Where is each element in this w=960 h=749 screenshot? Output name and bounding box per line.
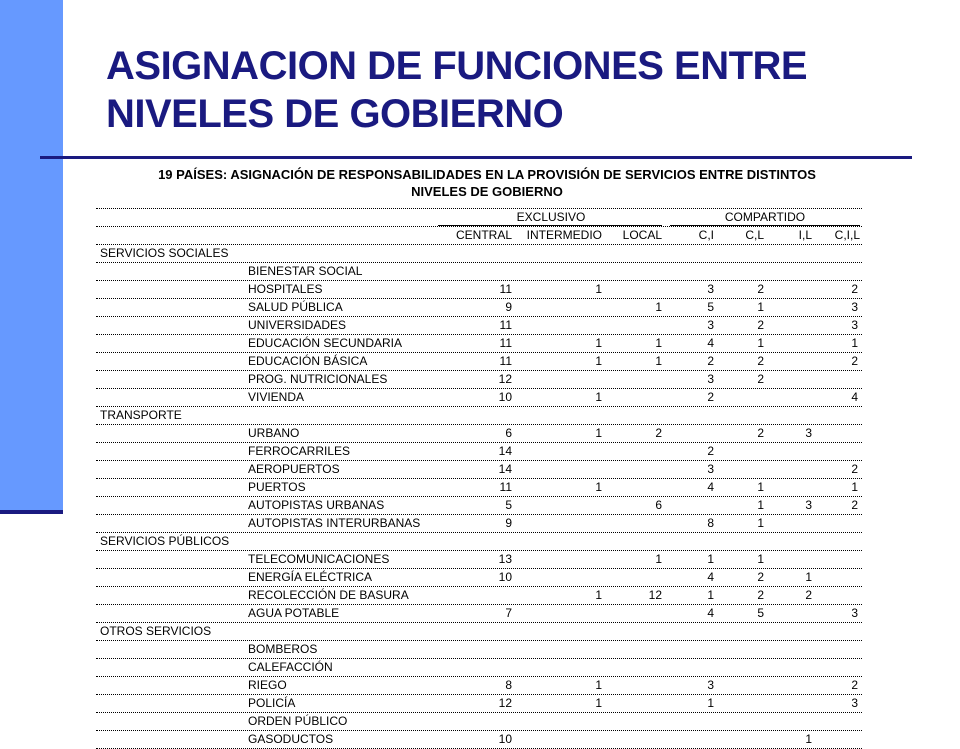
- value-ci: 8: [707, 516, 714, 530]
- value-cl: 2: [757, 282, 764, 296]
- table-row: [96, 281, 862, 299]
- table-row: [96, 605, 862, 623]
- slide-title-line1: ASIGNACION DE FUNCIONES ENTRE: [106, 44, 808, 88]
- value-local: 1: [655, 300, 662, 314]
- value-local: 1: [655, 336, 662, 350]
- table-row: [96, 641, 862, 659]
- service-label: ENERGÍA ELÉCTRICA: [248, 570, 373, 584]
- category-label: SERVICIOS SOCIALES: [100, 246, 229, 260]
- value-intermedio: 1: [595, 588, 602, 602]
- value-il: 1: [805, 570, 812, 584]
- value-ci: 3: [707, 318, 714, 332]
- service-label: BOMBEROS: [248, 642, 318, 656]
- table-row: [96, 479, 862, 497]
- value-cl: 2: [757, 372, 764, 386]
- value-cl: 1: [757, 498, 764, 512]
- value-cil: 2: [851, 462, 858, 476]
- service-label: PROG. NUTRICIONALES: [248, 372, 388, 386]
- service-label: AGUA POTABLE: [248, 606, 340, 620]
- value-local: 1: [655, 552, 662, 566]
- value-cl: 2: [757, 570, 764, 584]
- service-label: VIVIENDA: [248, 390, 305, 404]
- value-central: 6: [505, 426, 512, 440]
- value-cl: 2: [757, 426, 764, 440]
- category-label: OTROS SERVICIOS: [100, 624, 212, 638]
- value-cl: 1: [757, 516, 764, 530]
- value-central: 13: [498, 552, 512, 566]
- table-row: [96, 569, 862, 587]
- service-label: CALEFACCIÓN: [248, 660, 333, 674]
- value-central: 9: [505, 300, 512, 314]
- service-label: AUTOPISTAS INTERURBANAS: [248, 516, 421, 530]
- value-intermedio: 1: [595, 354, 602, 368]
- slide-title-line2: NIVELES DE GOBIERNO: [106, 92, 564, 136]
- value-cil: 2: [851, 282, 858, 296]
- value-ci: 2: [707, 444, 714, 458]
- value-cil: 3: [851, 318, 858, 332]
- table-row: [96, 425, 862, 443]
- value-central: 14: [498, 444, 512, 458]
- value-cil: 2: [851, 354, 858, 368]
- value-ci: 2: [707, 390, 714, 404]
- column-header-ci: C,I: [698, 228, 714, 242]
- value-ci: 4: [707, 480, 714, 494]
- table-row: [96, 443, 862, 461]
- table-row: [96, 335, 862, 353]
- group-header-shared: COMPARTIDO: [724, 210, 806, 224]
- table-row: [96, 497, 862, 515]
- value-cil: 1: [851, 336, 858, 350]
- table-caption-line2: NIVELES DE GOBIERNO: [411, 184, 563, 199]
- value-central: 7: [505, 606, 512, 620]
- service-label: GASODUCTOS: [248, 732, 334, 746]
- value-cl: 1: [757, 336, 764, 350]
- value-central: 14: [498, 462, 512, 476]
- side-accent-bar: [0, 0, 63, 513]
- value-ci: 3: [707, 678, 714, 692]
- value-ci: 4: [707, 336, 714, 350]
- column-header-local: LOCAL: [622, 228, 662, 242]
- service-label: RIEGO: [248, 678, 287, 692]
- value-ci: 3: [707, 282, 714, 296]
- value-cil: 4: [851, 390, 858, 404]
- side-accent-rule: [0, 510, 63, 514]
- value-ci: 3: [707, 372, 714, 386]
- value-ci: 1: [707, 552, 714, 566]
- service-label: POLICÍA: [248, 696, 296, 710]
- column-header-il: I,L: [798, 228, 812, 242]
- value-intermedio: 1: [595, 336, 602, 350]
- table-category-row: [96, 245, 862, 263]
- value-central: 10: [498, 390, 512, 404]
- table-row: [96, 713, 862, 731]
- title-divider: [40, 156, 912, 159]
- column-header-intermedio: INTERMEDIO: [526, 228, 602, 242]
- service-label: TELECOMUNICACIONES: [248, 552, 390, 566]
- value-ci: 5: [707, 300, 714, 314]
- value-il: 3: [805, 498, 812, 512]
- table-row: [96, 659, 862, 677]
- value-intermedio: 1: [595, 426, 602, 440]
- value-cil: 3: [851, 696, 858, 710]
- table-column-header: [96, 227, 862, 245]
- value-il: 1: [805, 732, 812, 746]
- value-central: 5: [505, 498, 512, 512]
- table-body: [96, 245, 862, 749]
- value-cl: 1: [757, 480, 764, 494]
- service-label: UNIVERSIDADES: [248, 318, 347, 332]
- table-category-row: [96, 407, 862, 425]
- value-il: 2: [805, 588, 812, 602]
- value-intermedio: 1: [595, 696, 602, 710]
- table-category-row: [96, 533, 862, 551]
- value-central: 12: [498, 372, 512, 386]
- service-label: PUERTOS: [248, 480, 306, 494]
- value-central: 12: [498, 696, 512, 710]
- group-underline-exclusive: [438, 225, 662, 226]
- value-ci: 1: [707, 696, 714, 710]
- value-central: 11: [499, 480, 512, 494]
- slide-title: [106, 42, 926, 138]
- table-row: [96, 461, 862, 479]
- value-central: 10: [498, 732, 512, 746]
- value-central: 10: [498, 570, 512, 584]
- value-central: 11: [499, 318, 512, 332]
- value-central: 8: [505, 678, 512, 692]
- table-caption-line1: 19 PAÍSES: ASIGNACIÓN DE RESPONSABILIDADES EN LA PROVISIÓN DE SERVICIOS ENTRE DISTINTOS: [158, 167, 816, 182]
- table-row: [96, 389, 862, 407]
- group-underline-shared: [670, 225, 860, 226]
- value-cil: 2: [851, 678, 858, 692]
- value-local: 6: [655, 498, 662, 512]
- value-intermedio: 1: [595, 390, 602, 404]
- value-cl: 2: [757, 354, 764, 368]
- table-caption: [62, 166, 912, 200]
- table-row: [96, 515, 862, 533]
- value-cl: 1: [757, 300, 764, 314]
- table-category-row: [96, 623, 862, 641]
- value-central: 11: [499, 336, 512, 350]
- value-local: 12: [648, 588, 662, 602]
- table-row: [96, 695, 862, 713]
- service-label: ORDEN PÚBLICO: [248, 714, 348, 728]
- responsibility-table: [96, 208, 862, 749]
- value-cl: 5: [757, 606, 764, 620]
- value-il: 3: [805, 426, 812, 440]
- value-ci: 3: [707, 462, 714, 476]
- table-row: [96, 677, 862, 695]
- table-row: [96, 263, 862, 281]
- service-label: HOSPITALES: [248, 282, 323, 296]
- value-cl: 2: [757, 588, 764, 602]
- service-label: BIENESTAR SOCIAL: [248, 264, 363, 278]
- table-row: [96, 731, 862, 749]
- service-label: AUTOPISTAS URBANAS: [248, 498, 385, 512]
- value-cil: 1: [851, 480, 858, 494]
- service-label: EDUCACIÓN SECUNDARIA: [248, 336, 403, 350]
- table-row: [96, 353, 862, 371]
- column-header-central: CENTRAL: [455, 228, 512, 242]
- value-cil: 2: [851, 498, 858, 512]
- category-label: SERVICIOS PÚBLICOS: [100, 534, 230, 548]
- column-header-cil: C,I,L: [834, 228, 860, 242]
- service-label: SALUD PÚBLICA: [248, 300, 343, 314]
- value-central: 11: [499, 354, 512, 368]
- table-group-header: [96, 208, 862, 227]
- value-cil: 3: [851, 606, 858, 620]
- value-central: 9: [505, 516, 512, 530]
- value-ci: 4: [707, 606, 714, 620]
- group-header-exclusive: EXCLUSIVO: [516, 210, 586, 224]
- value-cil: 3: [851, 300, 858, 314]
- service-label: FERROCARRILES: [248, 444, 351, 458]
- value-cl: 1: [757, 552, 764, 566]
- value-intermedio: 1: [595, 480, 602, 494]
- table-row: [96, 551, 862, 569]
- table-row: [96, 317, 862, 335]
- value-intermedio: 1: [595, 282, 602, 296]
- value-cl: 2: [757, 318, 764, 332]
- category-label: TRANSPORTE: [100, 408, 182, 422]
- value-ci: 4: [707, 570, 714, 584]
- table-row: [96, 587, 862, 605]
- service-label: URBANO: [248, 426, 300, 440]
- value-intermedio: 1: [595, 678, 602, 692]
- table-row: [96, 371, 862, 389]
- value-ci: 2: [707, 354, 714, 368]
- service-label: AEROPUERTOS: [248, 462, 340, 476]
- service-label: RECOLECCIÓN DE BASURA: [248, 588, 409, 602]
- column-header-cl: C,L: [745, 228, 764, 242]
- value-ci: 1: [707, 588, 714, 602]
- value-local: 1: [655, 354, 662, 368]
- table-row: [96, 299, 862, 317]
- value-central: 11: [499, 282, 512, 296]
- service-label: EDUCACIÓN BÁSICA: [248, 354, 368, 368]
- value-local: 2: [655, 426, 662, 440]
